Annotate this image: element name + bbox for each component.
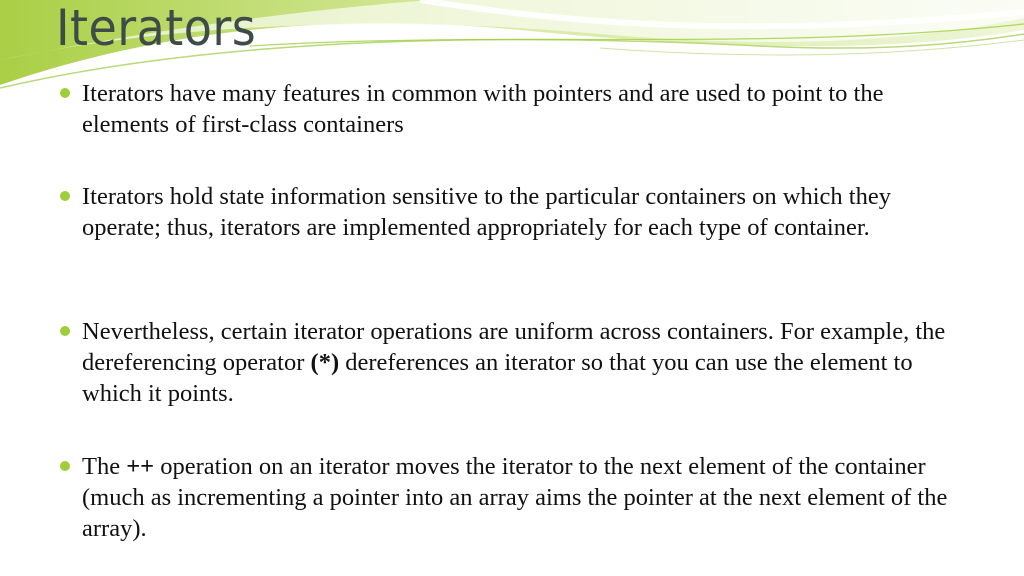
operator-symbol: ++	[126, 453, 155, 480]
bullet-item	[60, 316, 960, 409]
bullet-dot-icon	[60, 191, 70, 201]
bullet-item	[60, 451, 960, 544]
bullet-text	[82, 316, 960, 409]
bullet-item	[60, 78, 960, 140]
bullet-text-part: Nevertheless, certain iterator operations are uniform across containers. For example, the dereferencing operator	[82, 318, 946, 376]
bullet-text	[82, 451, 960, 544]
bullet-dot-icon	[60, 461, 70, 471]
bullet-item	[60, 181, 960, 243]
bullet-text-part: dereferences an iterator so that you can use the element to which it points.	[82, 349, 913, 407]
bullet-text-part: operation on an iterator moves the iterator to the next element of the container (much as incrementing a pointer into an array aims the pointer at the next element of the array).	[82, 453, 948, 542]
operator-symbol: (*)	[310, 349, 340, 376]
bullet-dot-icon	[60, 326, 70, 336]
bullet-text: Iterators have many features in common with pointers and are used to point to the elements of first-class containers	[82, 80, 884, 138]
bullet-text-part: The	[82, 453, 127, 480]
bullet-text: Iterators hold state information sensitive to the particular containers on which they operate; thus, iterators are implemented appropriately for each type of container.	[82, 183, 891, 241]
slide-title: Iterators	[56, 0, 257, 57]
bullet-dot-icon	[60, 88, 70, 98]
